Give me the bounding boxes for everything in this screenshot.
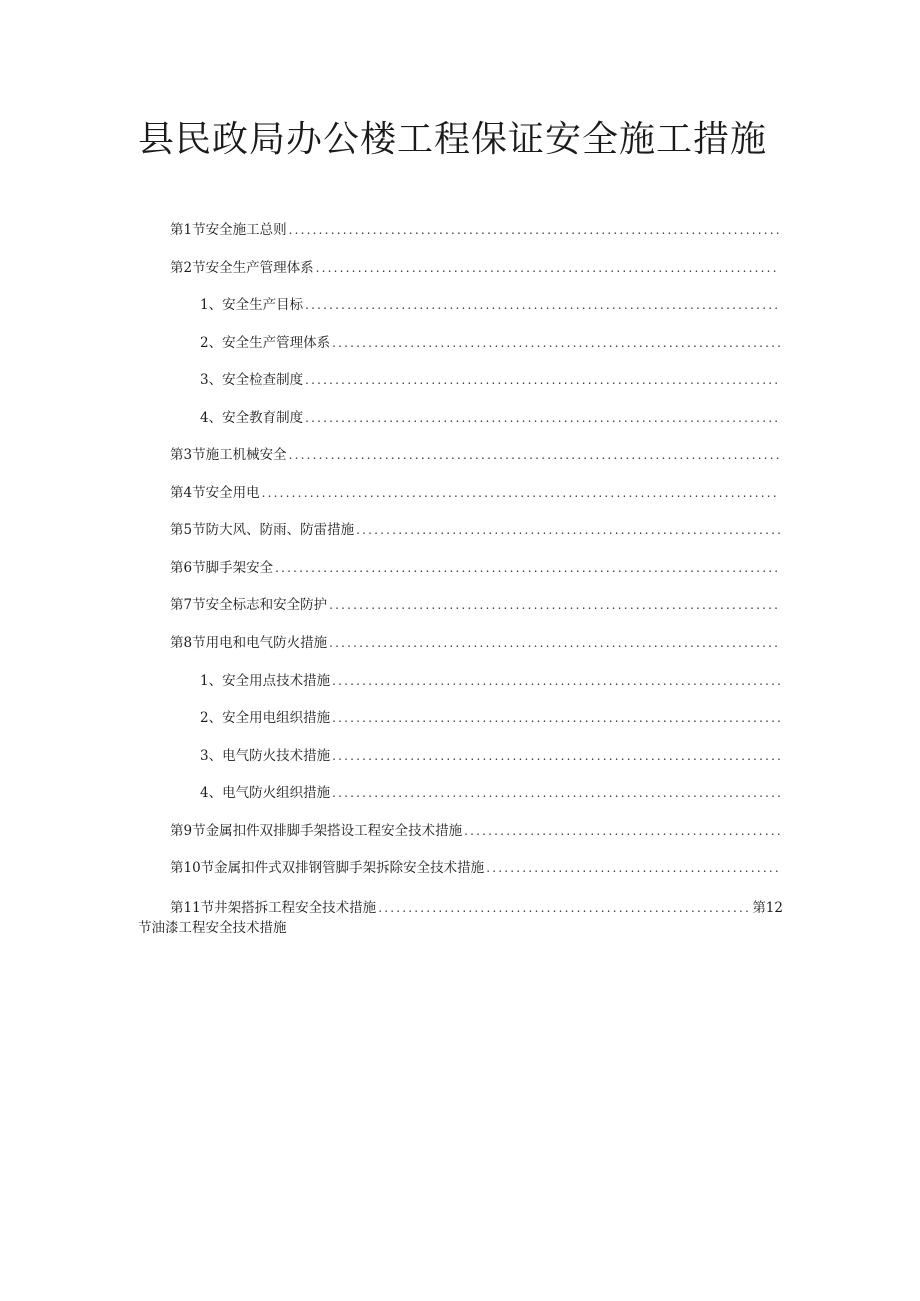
toc-entry [170, 219, 780, 241]
toc-entry-text: 4、电气防火组织措施 [200, 785, 331, 801]
toc-entry-text: 第9节金属扣件双排脚手架搭设工程安全技术措施 [170, 823, 463, 839]
toc-entry-text: 第5节防大风、防雨、防雷措施 [170, 522, 355, 538]
toc-entry-text: 2、安全用电组织措施 [200, 710, 331, 726]
toc-entry [170, 632, 780, 654]
toc-entry [170, 594, 780, 616]
toc-dot-leader [329, 594, 780, 616]
toc-dot-leader [464, 820, 780, 842]
toc-dot-leader [332, 782, 780, 804]
toc-entry-text: 2、安全生产管理体系 [200, 335, 331, 351]
toc-entry-continuation: 节油漆工程安全技术措施 [138, 920, 287, 936]
toc-entry [170, 257, 780, 279]
toc-subentry [200, 407, 780, 429]
toc-entry-text: 第6节脚手架安全 [170, 560, 274, 576]
toc-entry [170, 820, 780, 842]
toc-dot-leader [305, 294, 780, 316]
toc-entry [170, 557, 780, 579]
toc-dot-leader [305, 407, 780, 429]
page-title: 县民政局办公楼工程保证安全施工措施 [138, 119, 768, 160]
toc-dot-leader [332, 707, 780, 729]
toc-entry-text: 1、安全用点技术措施 [200, 673, 331, 689]
toc-entry-text: 第11节井架搭拆工程安全技术措施 [170, 900, 377, 916]
toc-dot-leader [486, 857, 780, 879]
toc-entry [170, 482, 780, 504]
toc-entry [170, 519, 780, 541]
toc-dot-leader [332, 332, 780, 354]
toc-entry-text: 1、安全生产目标 [200, 297, 304, 313]
toc-entry-text: 第8节用电和电气防火措施 [170, 635, 328, 651]
toc-entry-first-row [138, 896, 783, 918]
toc-dot-leader [275, 557, 780, 579]
toc-entry-text: 第10节金属扣件式双排钢管脚手架拆除安全技术措施 [170, 860, 485, 876]
toc-entry-tail: 第12 [752, 900, 783, 916]
toc-subentry [200, 745, 780, 767]
toc-subentry [200, 369, 780, 391]
toc-subentry [200, 707, 780, 729]
toc-dot-leader [356, 519, 780, 541]
toc-subentry [200, 294, 780, 316]
toc-subentry [200, 332, 780, 354]
toc-entry [170, 444, 780, 466]
toc-subentry [200, 670, 780, 692]
toc-entry-wrapped [138, 896, 783, 938]
toc-entry-text: 3、安全检查制度 [200, 372, 304, 388]
toc-dot-leader [332, 670, 780, 692]
toc-dot-leader [289, 444, 780, 466]
toc-dot-leader [262, 482, 780, 504]
toc-dot-leader [305, 369, 780, 391]
toc-dot-leader [289, 219, 780, 241]
toc-subentry [200, 782, 780, 804]
toc-dot-leader [329, 632, 780, 654]
toc-dot-leader [332, 745, 780, 767]
toc-entry-text: 第7节安全标志和安全防护 [170, 597, 328, 613]
toc-entry-text: 第4节安全用电 [170, 485, 260, 501]
toc-entry-text: 第3节施工机械安全 [170, 447, 287, 463]
toc-entry-text: 第2节安全生产管理体系 [170, 260, 314, 276]
toc-entry [170, 857, 780, 879]
toc-dot-leader [378, 898, 750, 918]
toc-entry-text: 第1节安全施工总则 [170, 222, 287, 238]
toc-entry-text: 3、电气防火技术措施 [200, 748, 331, 764]
toc-dot-leader [316, 257, 780, 279]
toc-entry-text: 4、安全教育制度 [200, 410, 304, 426]
